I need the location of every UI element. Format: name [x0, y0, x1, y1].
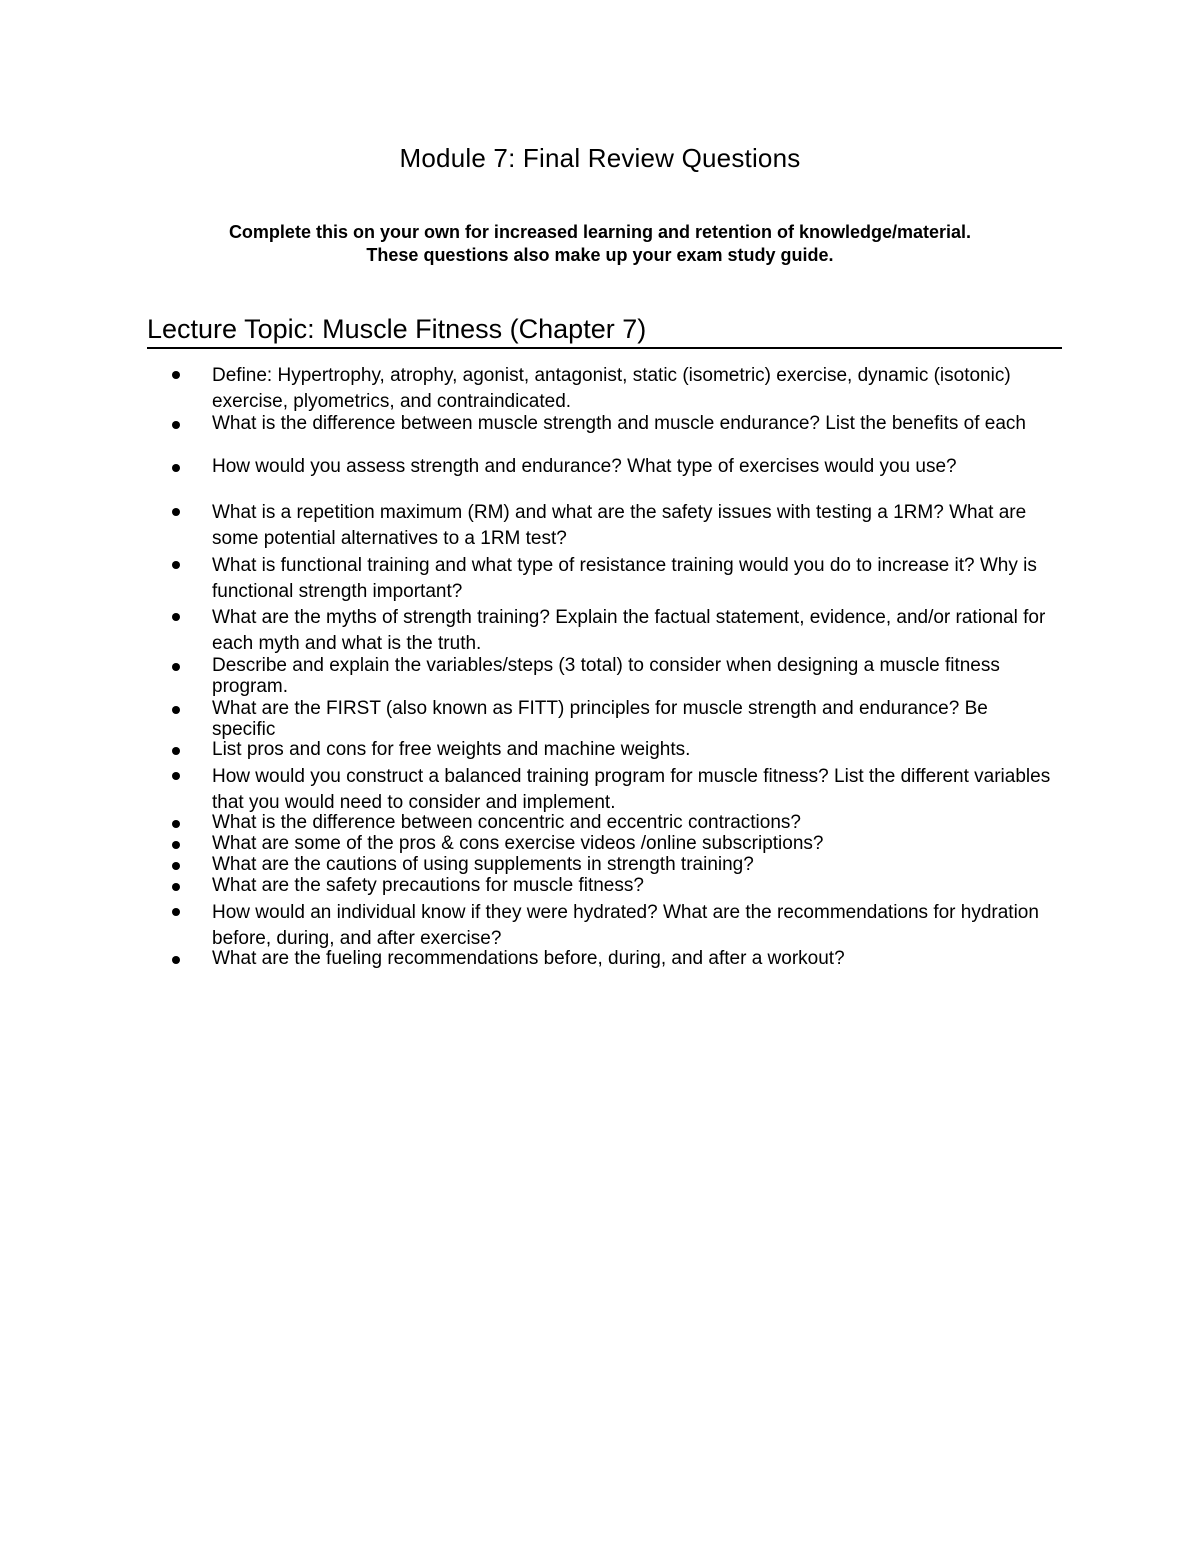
bullet-icon	[172, 613, 180, 621]
bullet-icon	[172, 956, 180, 964]
question-text: How would an individual know if they were hydrated? What are the recommendations for hydration before, during, and after exercise?	[212, 902, 1039, 949]
instructions-line-2: These questions also make up your exam study guide.	[366, 245, 834, 265]
bullet-icon	[172, 508, 180, 516]
question-text: How would you assess strength and endurance? What type of exercises would you use?	[212, 456, 957, 477]
bullet-icon	[172, 883, 180, 891]
question-text: What is functional training and what type of resistance training would you do to increase it? Why is functional strength important?	[212, 555, 1037, 602]
question-text: Describe and explain the variables/steps (3 total) to consider when designing a muscle fitness program.	[212, 655, 1000, 697]
bullet-icon	[172, 841, 180, 849]
page-title: Module 7: Final Review Questions	[399, 143, 801, 173]
question-text: What are the myths of strength training? Explain the factual statement, evidence, and/or rational for each myth and what is the truth.	[212, 607, 1046, 654]
question-text: List pros and cons for free weights and machine weights.	[212, 739, 691, 760]
question-text: What are the cautions of using supplements in strength training?	[212, 854, 754, 875]
question-text: What are some of the pros & cons exercise videos /online subscriptions?	[212, 833, 824, 854]
question-text: What is the difference between muscle strength and muscle endurance? List the benefits of each	[212, 413, 1026, 434]
instructions-line-1: Complete this on your own for increased learning and retention of knowledge/material.	[228, 222, 972, 242]
question-text: How would you construct a balanced training program for muscle fitness? List the different variables that you would need to consider and implement.	[212, 766, 1051, 813]
instructions	[0, 221, 1200, 267]
question-text: What are the fueling recommendations before, during, and after a workout?	[212, 948, 845, 969]
bullet-icon	[172, 561, 180, 569]
bullet-icon	[172, 371, 180, 379]
bullet-icon	[172, 464, 180, 472]
bullet-icon	[172, 862, 180, 870]
question-text: What is a repetition maximum (RM) and what are the safety issues with testing a 1RM? What are some potential alternatives to a 1RM test?	[212, 502, 1027, 549]
question-text: What is the difference between concentric and eccentric contractions?	[212, 812, 801, 833]
question-text: What are the safety precautions for muscle fitness?	[212, 875, 644, 896]
bullet-icon	[172, 747, 180, 755]
bullet-icon	[172, 908, 180, 916]
bullet-icon	[172, 421, 180, 429]
bullet-icon	[172, 820, 180, 828]
bullet-icon	[172, 706, 180, 714]
bullet-icon	[172, 772, 180, 780]
lecture-topic-heading: Lecture Topic: Muscle Fitness (Chapter 7)	[147, 314, 1062, 349]
question-text: Define: Hypertrophy, atrophy, agonist, antagonist, static (isometric) exercise, dynamic (isotonic) exercise, plyometrics, and contraindicated.	[212, 365, 1011, 412]
question-text: What are the FIRST (also known as FITT) principles for muscle strength and endurance? Be specific	[212, 698, 988, 740]
bullet-icon	[172, 663, 180, 671]
